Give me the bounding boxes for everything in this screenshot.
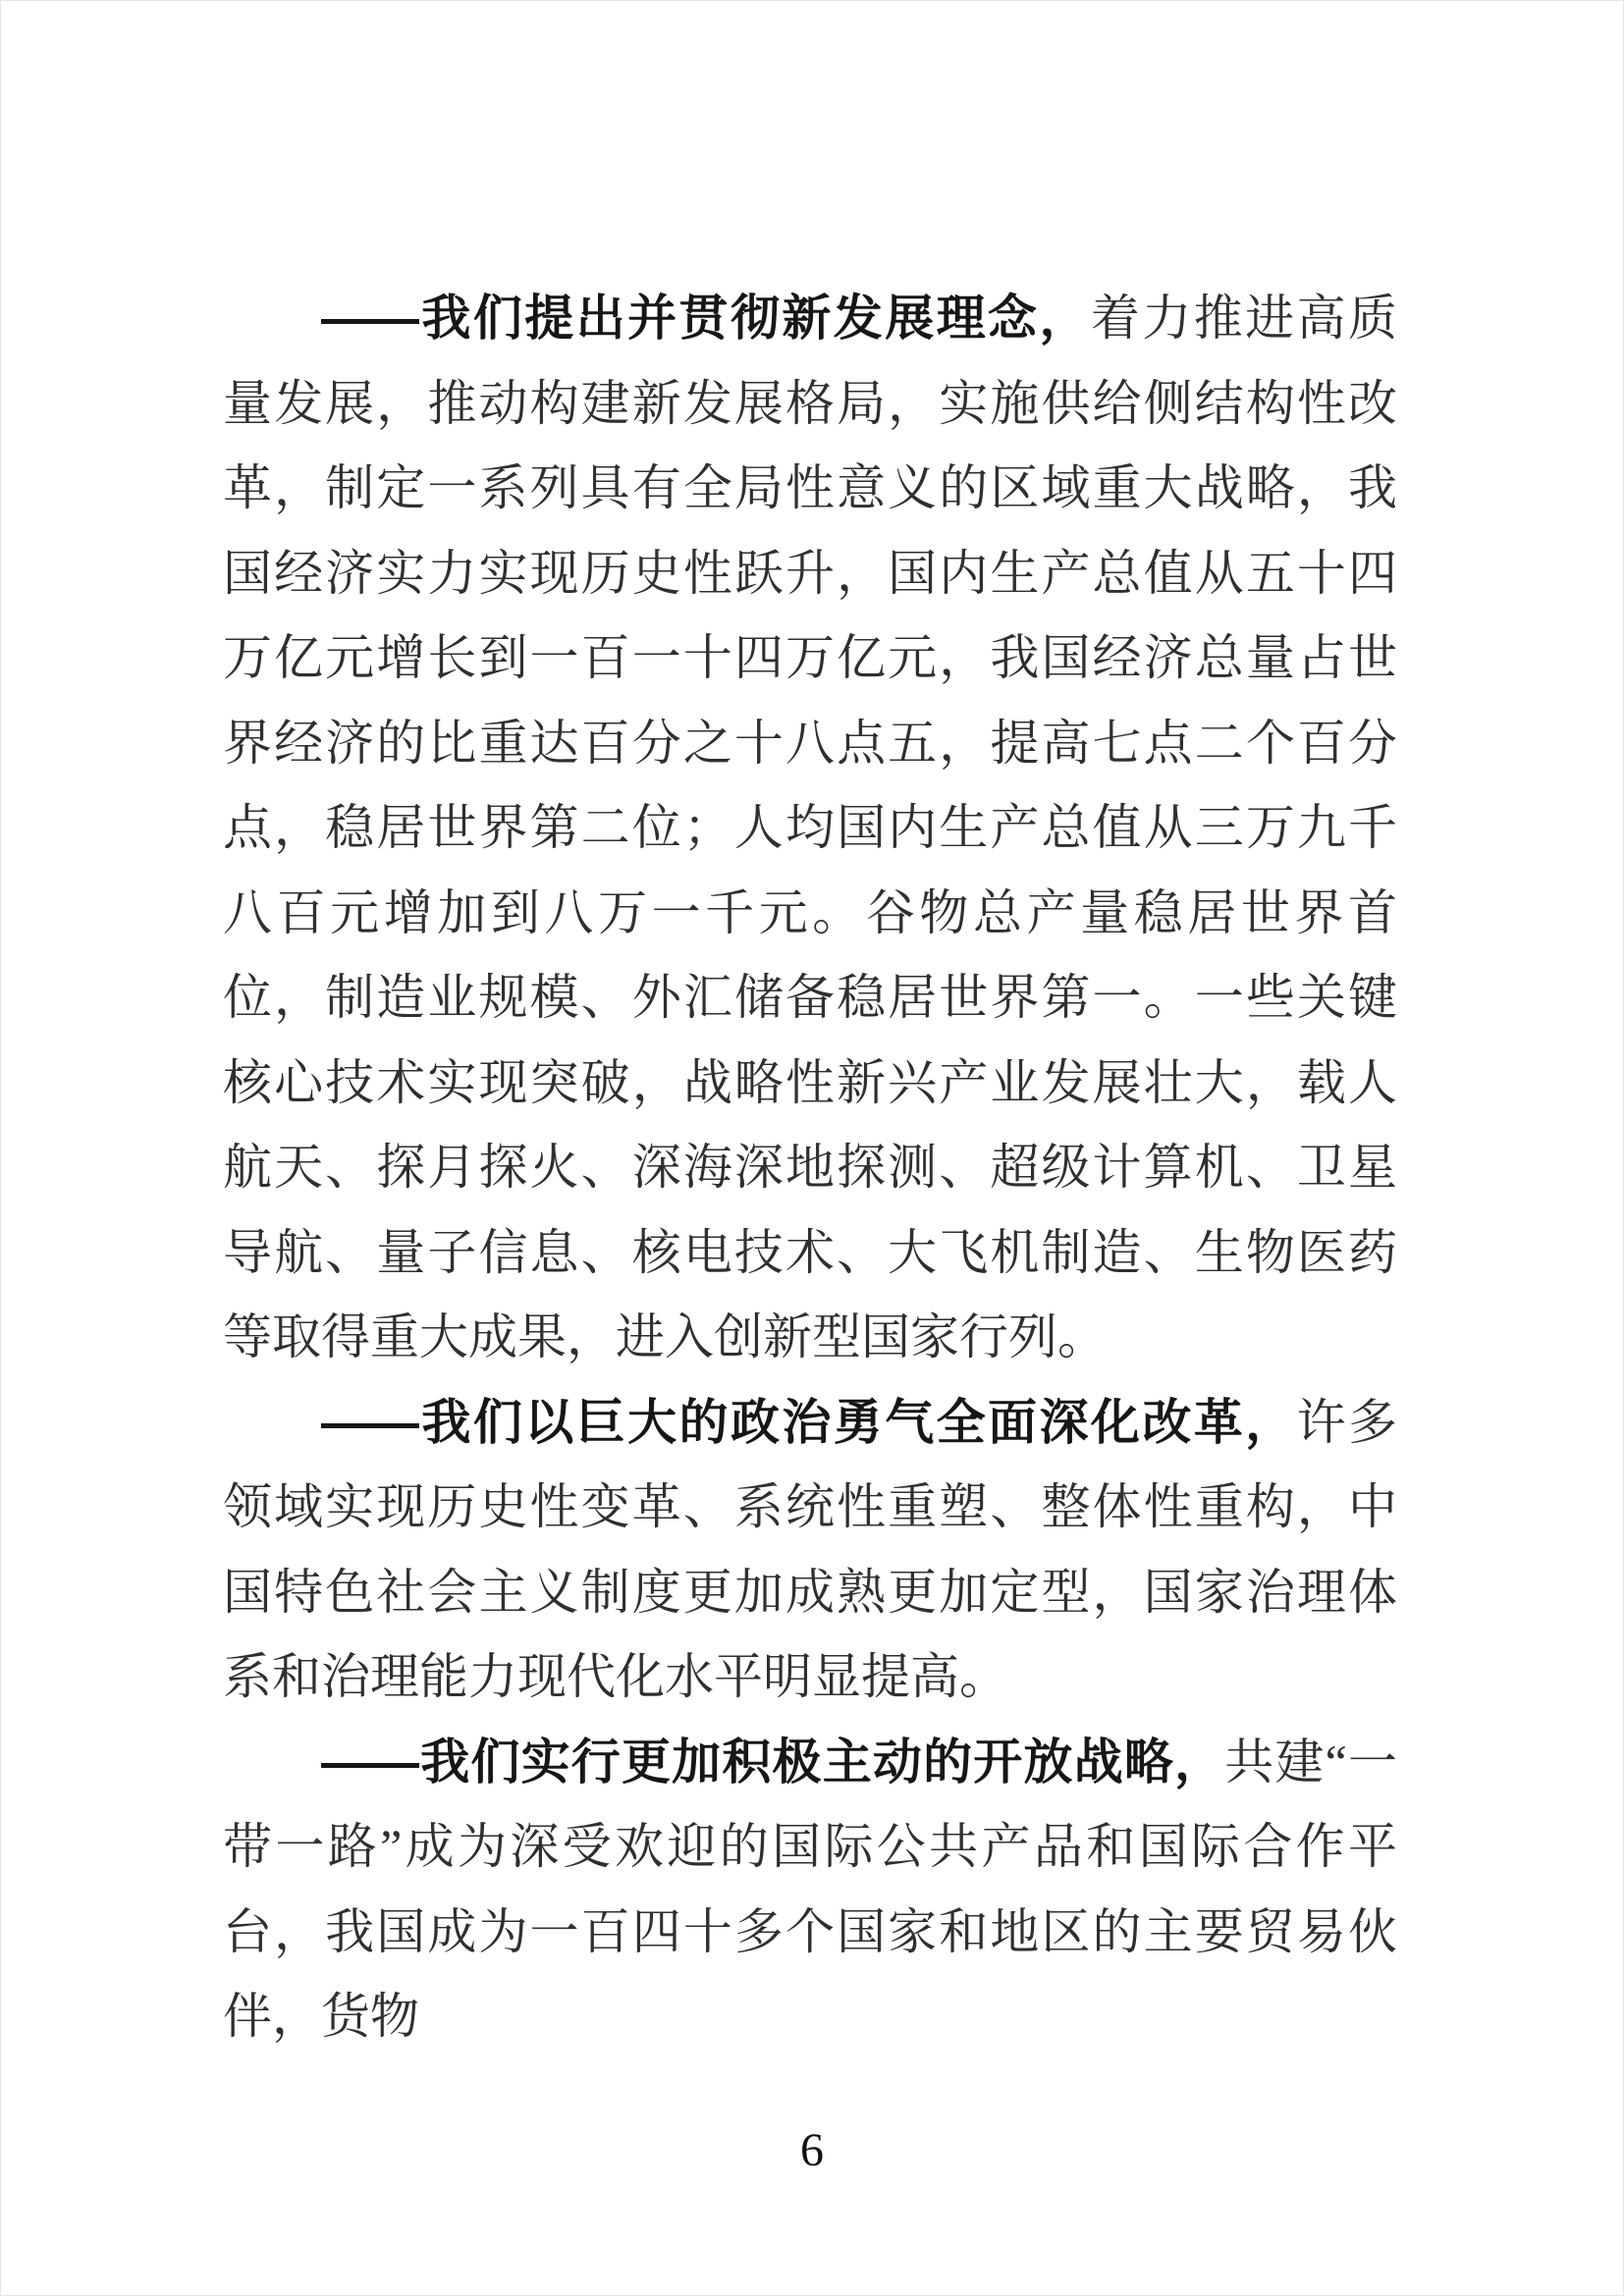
paragraph-2-body: 许多领域实现历史性变革、系统性重塑、整体性重构，中国特色社会主义制度更加成熟更加定型，国家治理体系和治理能力现代化水平明显提高。 bbox=[223, 1394, 1397, 1704]
paragraph-1-body: 着力推进高质量发展，推动构建新发展格局，实施供给侧结构性改革，制定一系列具有全局性意义的区域重大战略，我国经济实力实现历史性跃升，国内生产总值从五十四万亿元增长到一百一十四万亿元，我国经济总量占世界经济的比重达百分之十八点五，提高七点二个百分点，稳居世界第二位；人均国内生产总值从三万九千八百元增加到八万一千元。谷物总产量稳居世界首位，制造业规模、外汇储备稳居世界第一。一些关键核心技术实现突破，战略性新兴产业发展壮大，载人航天、探月探火、深海深地探测、超级计算机、卫星导航、量子信息、核电技术、大飞机制造、生物医药等取得重大成果，进入创新型国家行列。 bbox=[223, 291, 1398, 1364]
page-content bbox=[223, 276, 1397, 2059]
paragraph-2-lead: ——我们以巨大的政治勇气全面深化改革， bbox=[321, 1394, 1297, 1450]
paragraph-3-lead: ——我们实行更加积极主动的开放战略， bbox=[321, 1734, 1225, 1789]
paragraph-1 bbox=[223, 276, 1397, 1380]
paragraph-2 bbox=[223, 1380, 1397, 1720]
paragraph-3-body: 共建“一带一路”成为深受欢迎的国际公共产品和国际合作平台，我国成为一百四十多个国家和地区的主要贸易伙伴，货物 bbox=[223, 1734, 1397, 2044]
paragraph-1-lead: ——我们提出并贯彻新发展理念， bbox=[321, 291, 1091, 346]
paragraph-3 bbox=[223, 1720, 1397, 2059]
page-number: 6 bbox=[800, 2124, 824, 2176]
